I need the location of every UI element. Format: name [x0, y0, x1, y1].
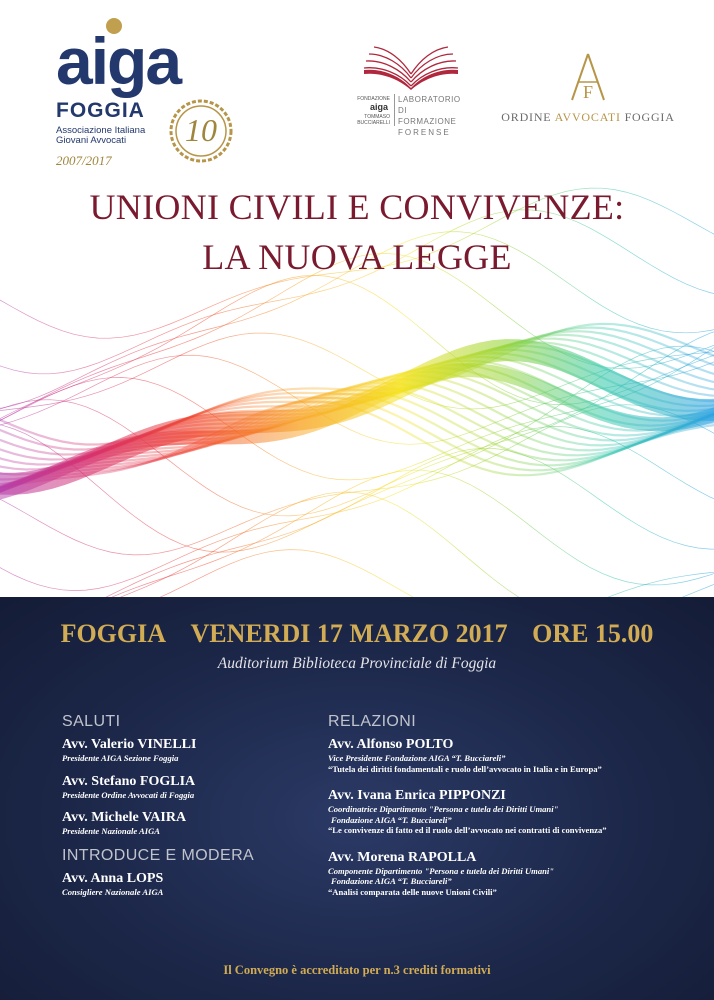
logo-divider — [394, 94, 395, 126]
right-column — [328, 713, 698, 911]
fondazione-first-name: TOMMASO — [364, 114, 390, 120]
laboratorio-formazione-forense-logo — [356, 44, 466, 137]
speaker-entry — [62, 774, 302, 801]
fondazione-last-name: BUCCIARELLI — [357, 120, 390, 126]
speaker-name: Avv. Ivana Enrica PIPPONZI — [328, 788, 506, 803]
speaker-entry — [62, 871, 302, 898]
ordine-word: ORDINE — [501, 110, 555, 124]
section-heading-relazioni: RELAZIONI — [328, 713, 417, 730]
aiga-wordmark: aiga — [56, 24, 181, 98]
laboratorio-line2: FORMAZIONE — [398, 117, 457, 126]
talk-title: “Tutela dei diritti fondamentali e ruolo dell’avvocato in Italia e in Europa” — [328, 763, 602, 774]
speaker-entry — [62, 737, 302, 764]
section-heading-saluti: SALUTI — [62, 713, 121, 730]
speaker-role: Coordinatrice Dipartimento "Persona e tutela dei Diritti Umani" — [328, 804, 559, 814]
section-heading-introduce: INTRODUCE E MODERA — [62, 846, 255, 864]
speaker-role: Presidente AIGA Sezione Foggia — [62, 753, 179, 763]
speaker-entry — [328, 737, 698, 774]
event-time: ORE 15.00 — [532, 619, 654, 648]
event-info-panel — [0, 597, 714, 1000]
title-line-1: UNIONI CIVILI E CONVIVENZE: — [89, 187, 625, 227]
left-column — [62, 713, 302, 907]
aiga-years: 2007/2017 — [56, 153, 112, 168]
speaker-entry — [62, 810, 302, 837]
event-city: FOGGIA — [60, 619, 167, 648]
fondazione-name — [356, 114, 390, 126]
aiga-foggia-logo — [50, 14, 250, 168]
speaker-role: Vice Presidente Fondazione AIGA “T. Bucciareli” — [328, 753, 506, 763]
speaker-role: Componente Dipartimento "Persona e tutela dei Diritti Umani" — [328, 865, 555, 876]
speaker-affiliation: Fondazione AIGA “T. Bucciareli” — [331, 876, 452, 886]
speaker-role: Presidente Nazionale AIGA — [62, 826, 161, 836]
event-date-line — [0, 619, 714, 649]
ordine-text — [498, 110, 678, 125]
wave-band — [0, 550, 714, 600]
monogram-letter: F — [582, 82, 594, 102]
speaker-entry — [328, 850, 698, 898]
laboratorio-line3: FORENSE — [398, 128, 451, 137]
speaker-role: Consigliere Nazionale AIGA — [62, 886, 164, 897]
speaker-name: Avv. Stefano FOGLIA — [62, 773, 196, 789]
fondazione-line: FONDAZIONE — [357, 96, 390, 102]
event-venue: Auditorium Biblioteca Provinciale di Foggia — [217, 655, 497, 672]
poster-title — [0, 182, 714, 282]
speaker-name: Avv. Michele VAIRA — [62, 810, 187, 825]
talk-title: “Analisi comparata delle nuove Unioni Civili” — [328, 886, 497, 897]
foggia-word: FOGGIA — [620, 110, 675, 124]
anniversary-number: 10 — [185, 112, 217, 148]
credits-note: Il Convegno è accreditato per n.3 crediti formativi — [223, 963, 491, 977]
speaker-name: Avv. Anna LOPS — [62, 870, 164, 886]
aiga-subtitle-line2: Giovani Avvocati — [56, 135, 127, 146]
aiga-city: FOGGIA — [56, 99, 145, 122]
speaker-entry — [328, 788, 698, 836]
ordine-af-monogram-icon — [566, 52, 610, 104]
speaker-affiliation: Fondazione AIGA “T. Bucciareli” — [331, 814, 452, 825]
talk-title: “Le convivenze di fatto ed il ruolo dell’avvocato nei contratti di convivenza” — [328, 825, 607, 835]
fondazione-aiga-mark: aiga — [369, 102, 388, 112]
laboratorio-line1: LABORATORIO DI — [398, 95, 461, 115]
aiga-subtitle — [56, 126, 145, 146]
speaker-name: Avv. Valerio VINELLI — [62, 737, 197, 752]
avvocati-word: AVVOCATI — [554, 110, 621, 124]
speaker-role: Presidente Ordine Avvocati di Foggia — [62, 789, 195, 800]
speaker-name: Avv. Alfonso POLTO — [328, 737, 454, 752]
ordine-avvocati-foggia-logo — [498, 52, 678, 132]
speaker-name: Avv. Morena RAPOLLA — [328, 849, 477, 865]
aiga-subtitle-line1: Associazione Italiana — [56, 125, 146, 136]
wave-band — [0, 470, 714, 600]
laboratorio-text — [398, 94, 468, 138]
title-line-2: LA NUOVA LEGGE — [202, 237, 512, 277]
event-date: VENERDI 17 MARZO 2017 — [190, 619, 508, 648]
wave-band — [0, 492, 714, 600]
open-book-icon — [360, 44, 462, 90]
